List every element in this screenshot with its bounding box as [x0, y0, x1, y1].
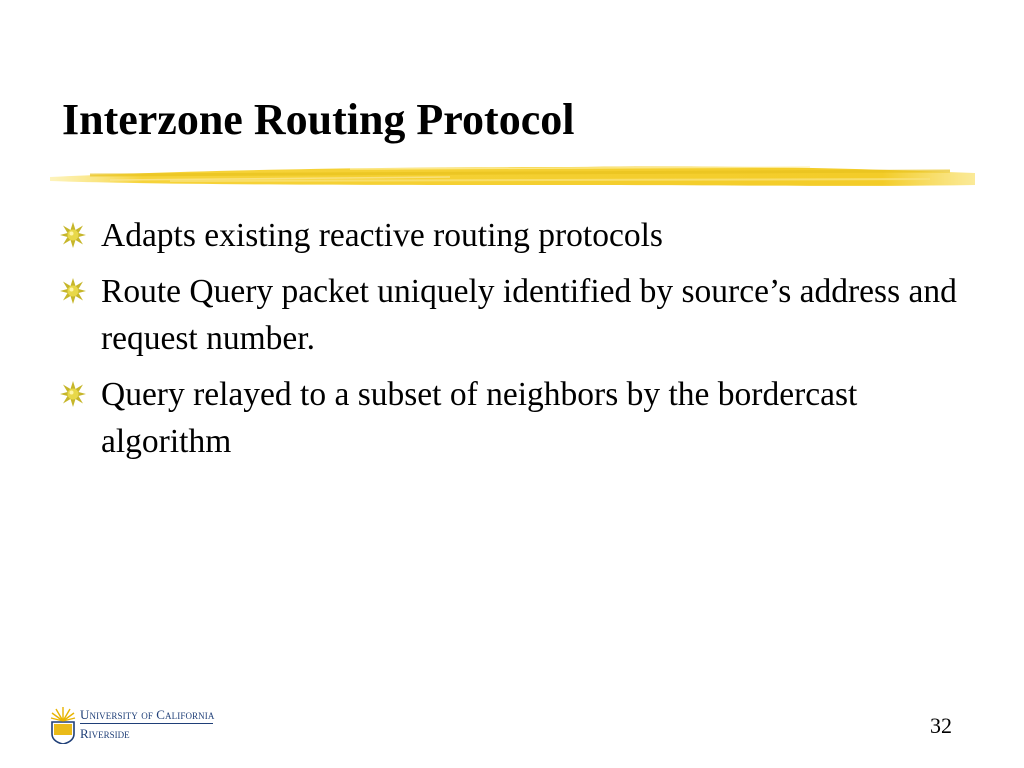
sun-logo-icon	[50, 704, 76, 744]
bullet-list	[60, 212, 960, 474]
bullet-text: Route Query packet uniquely identified by source’s address and request number.	[101, 273, 957, 357]
ucr-logo	[50, 704, 230, 744]
slide-title: Interzone Routing Protocol	[62, 95, 575, 144]
bullet-item	[60, 212, 960, 259]
starburst-bullet-icon	[60, 381, 86, 407]
title-underline-brush	[50, 155, 975, 193]
bullet-item	[60, 268, 960, 362]
starburst-bullet-icon	[60, 222, 86, 248]
logo-university-text: University of California	[80, 707, 215, 722]
bullet-text: Query relayed to a subset of neighbors by the bordercast algorithm	[101, 376, 858, 460]
bullet-text: Adapts existing reactive routing protocols	[101, 217, 663, 254]
logo-divider	[80, 723, 213, 724]
logo-campus-text: Riverside	[80, 726, 130, 741]
starburst-bullet-icon	[60, 278, 86, 304]
page-number: 32	[930, 713, 952, 738]
bullet-item	[60, 371, 960, 465]
